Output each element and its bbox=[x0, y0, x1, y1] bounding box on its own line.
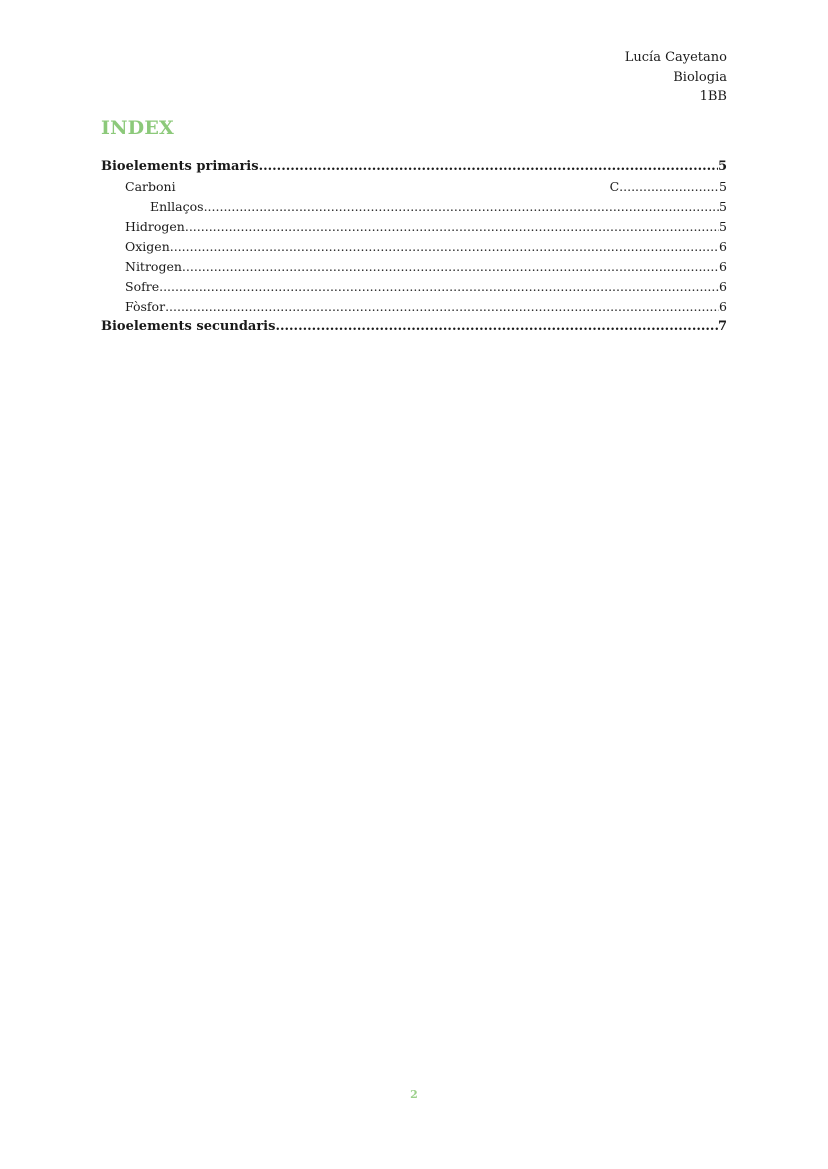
toc-entry-hidrogen[interactable] bbox=[101, 217, 727, 237]
toc-entry-label: Bioelements primaris bbox=[101, 159, 259, 174]
toc-entry-label: Nitrogen bbox=[125, 259, 182, 274]
toc-entry-bioelements-secundaris[interactable] bbox=[101, 317, 727, 337]
toc-entry-enllacos[interactable] bbox=[101, 197, 727, 217]
toc-entry-label: Enllaços bbox=[150, 199, 204, 214]
toc-page-number: 6 bbox=[719, 259, 727, 274]
toc-entry-fosfor[interactable] bbox=[101, 297, 727, 317]
toc-dot-leader bbox=[185, 217, 719, 237]
toc-entry-label-secondary: C bbox=[609, 179, 620, 194]
document-header bbox=[625, 48, 727, 107]
toc-dot-leader bbox=[619, 177, 719, 197]
toc-dot-leader bbox=[165, 297, 719, 317]
toc-dot-leader bbox=[259, 157, 718, 177]
toc-entry-label: Carboni bbox=[125, 179, 176, 194]
group-name: 1BB bbox=[699, 89, 727, 104]
toc-entry-label: Bioelements secundaris bbox=[101, 319, 276, 334]
toc-dot-leader bbox=[170, 237, 719, 257]
toc-entry-nitrogen[interactable] bbox=[101, 257, 727, 277]
toc-page-number: 5 bbox=[717, 159, 727, 174]
toc-page-number: 7 bbox=[717, 319, 727, 334]
toc-page-number: 6 bbox=[719, 279, 727, 294]
toc-dot-leader bbox=[159, 277, 719, 297]
index-title: INDEX bbox=[101, 117, 174, 139]
toc-page-number: 5 bbox=[719, 179, 727, 194]
toc-page-number: 6 bbox=[719, 299, 727, 314]
toc-entry-carboni[interactable] bbox=[101, 177, 727, 197]
toc-dot-leader bbox=[275, 317, 718, 337]
toc-entry-oxigen[interactable] bbox=[101, 237, 727, 257]
toc-entry-label: Oxigen bbox=[125, 239, 170, 254]
toc-page-number: 6 bbox=[719, 239, 727, 254]
toc-dot-leader bbox=[204, 197, 719, 217]
footer-page-number: 2 bbox=[410, 1088, 418, 1101]
toc-page-number: 5 bbox=[719, 199, 727, 214]
subject-name: Biologia bbox=[673, 69, 727, 85]
author-name: Lucía Cayetano bbox=[624, 50, 727, 65]
table-of-contents bbox=[101, 157, 727, 337]
toc-entry-label: Fòsfor bbox=[125, 299, 166, 314]
toc-entry-sofre[interactable] bbox=[101, 277, 727, 297]
toc-entry-bioelements-primaris[interactable] bbox=[101, 157, 727, 177]
toc-entry-label: Sofre bbox=[125, 279, 160, 294]
toc-dot-leader bbox=[182, 257, 719, 277]
toc-page-number: 5 bbox=[719, 219, 727, 234]
toc-entry-label: Hidrogen bbox=[125, 219, 185, 234]
